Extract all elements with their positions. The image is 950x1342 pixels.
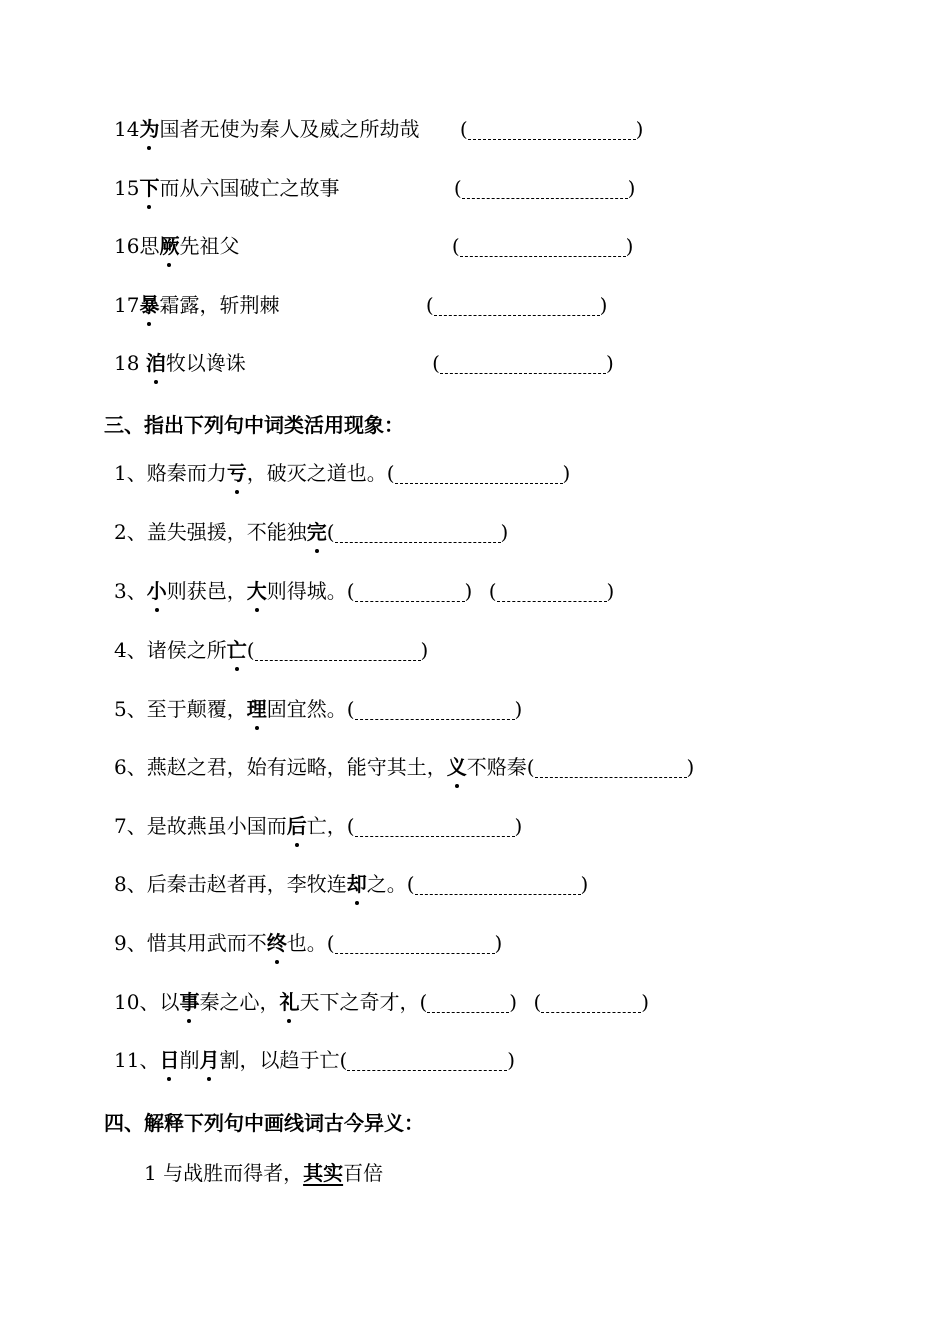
marked-word-1: 小 <box>147 576 167 606</box>
paren-open: ( <box>406 872 415 896</box>
s3-item-2 <box>114 517 508 547</box>
marked-word: 为 <box>139 114 159 144</box>
section-4-heading: 四、解释下列句中画线词古今异义： <box>104 1111 424 1135</box>
item-number: 8、 <box>114 872 147 896</box>
s3-item-3 <box>114 576 614 606</box>
item-text-pre: 至于颠覆， <box>146 697 247 721</box>
answer-blank[interactable] <box>355 699 515 720</box>
answer-blank[interactable] <box>335 522 501 543</box>
answer-blank[interactable] <box>355 816 515 837</box>
item-text-post: 百倍 <box>343 1161 384 1185</box>
marked-word: 后 <box>287 811 307 841</box>
answer-blank[interactable] <box>415 874 581 895</box>
item-number: 4、 <box>114 638 147 662</box>
paren-open: ( <box>346 579 355 603</box>
item-number: 6、 <box>114 755 147 779</box>
answer-blank[interactable] <box>440 353 606 374</box>
item-text-post: 固宜然。 <box>266 697 347 721</box>
item-number: 14 <box>114 117 140 141</box>
item-text-post: ，破灭之道也。 <box>246 461 387 485</box>
marked-word: 下 <box>139 173 159 203</box>
answer-blank[interactable] <box>434 295 600 316</box>
item-text: 霜露，斩荆棘 <box>159 293 280 317</box>
paren-close: ) <box>507 1048 516 1072</box>
paren-open: ( <box>346 697 355 721</box>
item-number: 1、 <box>114 461 147 485</box>
item-text-mid: 则获邑， <box>166 579 247 603</box>
paren-close: ) <box>464 579 473 603</box>
item-15 <box>114 173 635 203</box>
s3-item-10 <box>114 987 649 1017</box>
paren-close: ) <box>500 520 509 544</box>
answer-blank-1[interactable] <box>427 992 509 1013</box>
item-text-post: 也。 <box>286 931 327 955</box>
paren-close: ) <box>562 461 571 485</box>
paren-open: ( <box>432 351 440 375</box>
item-text-post: 割，以趋于亡 <box>219 1048 340 1072</box>
marked-word: 厥 <box>159 231 179 261</box>
item-16 <box>114 231 633 261</box>
item-text-post: 不赂秦 <box>466 755 527 779</box>
marked-word: 义 <box>447 752 467 782</box>
answer-blank-1[interactable] <box>355 581 465 602</box>
paren-open: ( <box>453 176 462 200</box>
item-text: 国者无使为秦人及威之所劫哉 <box>159 117 420 141</box>
marked-word: 终 <box>267 928 287 958</box>
underlined-word: 其实 <box>303 1161 344 1185</box>
item-number: 9、 <box>114 931 147 955</box>
item-text: 牧以谗诛 <box>165 351 246 375</box>
item-number: 17 <box>114 293 140 317</box>
item-text-mid: 削 <box>179 1048 200 1072</box>
paren-open: ( <box>246 638 255 662</box>
marked-word-2: 月 <box>199 1045 219 1075</box>
s3-item-8 <box>114 869 588 899</box>
paren-close: ) <box>494 931 503 955</box>
paren-open: ( <box>326 931 335 955</box>
marked-word-1: 事 <box>179 987 199 1017</box>
s3-item-1 <box>114 458 570 488</box>
answer-blank[interactable] <box>347 1050 507 1071</box>
s3-item-9 <box>114 928 502 958</box>
item-text-post: 之。 <box>366 872 407 896</box>
marked-word: 理 <box>247 694 267 724</box>
answer-blank[interactable] <box>462 178 628 199</box>
s4-item-1 <box>144 1158 383 1188</box>
paren-open: ( <box>419 990 428 1014</box>
item-text-mid: 秦之心， <box>199 990 280 1014</box>
item-number: 2、 <box>114 520 147 544</box>
item-number: 11、 <box>114 1048 160 1072</box>
s3-item-11 <box>114 1045 515 1075</box>
answer-blank[interactable] <box>395 463 563 484</box>
marked-word: 洎 <box>146 348 166 378</box>
s3-item-4 <box>114 635 428 665</box>
marked-word: 亡 <box>227 635 247 665</box>
item-text-post: 天下之奇才， <box>299 990 420 1014</box>
item-text: 而从六国破亡之故事 <box>159 176 340 200</box>
item-text-pre: 燕赵之君，始有远略，能守其土， <box>146 755 447 779</box>
item-number: 5、 <box>114 697 147 721</box>
item-18 <box>114 348 614 378</box>
item-14 <box>114 114 643 144</box>
paren-open: ( <box>533 990 542 1014</box>
paren-open: ( <box>339 1048 348 1072</box>
item-text-post: 亡， <box>306 814 347 838</box>
answer-blank[interactable] <box>335 933 495 954</box>
paren-close: ) <box>635 117 644 141</box>
paren-close: ) <box>580 872 589 896</box>
paren-close: ) <box>420 638 429 662</box>
answer-blank[interactable] <box>460 236 626 257</box>
marked-word-2: 大 <box>247 576 267 606</box>
s3-item-5 <box>114 694 522 724</box>
s3-item-7 <box>114 811 522 841</box>
item-number: 3、 <box>114 579 147 603</box>
paren-close: ) <box>627 176 636 200</box>
paren-open: ( <box>425 293 434 317</box>
item-number: 1 <box>144 1161 157 1185</box>
paren-close: ) <box>606 579 615 603</box>
paren-open: ( <box>386 461 395 485</box>
item-text-pre: 诸侯之所 <box>146 638 227 662</box>
item-text-pre: 盖失强援，不能独 <box>146 520 307 544</box>
s3-item-6 <box>114 752 694 782</box>
paren-open: ( <box>488 579 497 603</box>
item-number: 18 <box>114 351 140 375</box>
answer-blank[interactable] <box>468 119 636 140</box>
item-text-pre: 赂秦而力 <box>146 461 227 485</box>
item-text-pre: 后秦击赵者再，李牧连 <box>146 872 347 896</box>
item-text-pre: 是故燕虽小国而 <box>146 814 287 838</box>
item-17 <box>114 290 607 320</box>
paren-close: ) <box>625 234 634 258</box>
paren-close: ) <box>514 697 523 721</box>
item-text-pre: 与战胜而得者， <box>163 1161 304 1185</box>
marked-word-1: 日 <box>159 1045 179 1075</box>
paren-open: ( <box>526 755 535 779</box>
item-text-post: 则得城。 <box>266 579 347 603</box>
paren-close: ) <box>686 755 695 779</box>
item-text-pre: 思 <box>139 234 160 258</box>
paren-open: ( <box>326 520 335 544</box>
paren-close: ) <box>599 293 608 317</box>
answer-blank-2[interactable] <box>497 581 607 602</box>
marked-word: 却 <box>347 869 367 899</box>
marked-word: 暴 <box>139 290 159 320</box>
marked-word-2: 礼 <box>279 987 299 1017</box>
item-text-pre: 惜其用武而不 <box>146 931 267 955</box>
paren-open: ( <box>346 814 355 838</box>
answer-blank-2[interactable] <box>541 992 641 1013</box>
paren-close: ) <box>605 351 614 375</box>
paren-close: ) <box>514 814 523 838</box>
paren-open: ( <box>459 117 468 141</box>
item-number: 16 <box>114 234 140 258</box>
item-number: 10、 <box>114 990 160 1014</box>
paren-close: ) <box>509 990 518 1014</box>
marked-word: 完 <box>307 517 327 547</box>
item-number: 15 <box>114 176 140 200</box>
marked-word: 亏 <box>227 458 247 488</box>
paren-open: ( <box>451 234 460 258</box>
answer-blank[interactable] <box>255 640 421 661</box>
paren-close: ) <box>641 990 650 1014</box>
item-text-pre: 以 <box>159 990 180 1014</box>
item-number: 7、 <box>114 814 147 838</box>
item-text: 先祖父 <box>179 234 240 258</box>
section-3-heading: 三、指出下列句中词类活用现象： <box>104 413 404 437</box>
answer-blank[interactable] <box>535 757 687 778</box>
